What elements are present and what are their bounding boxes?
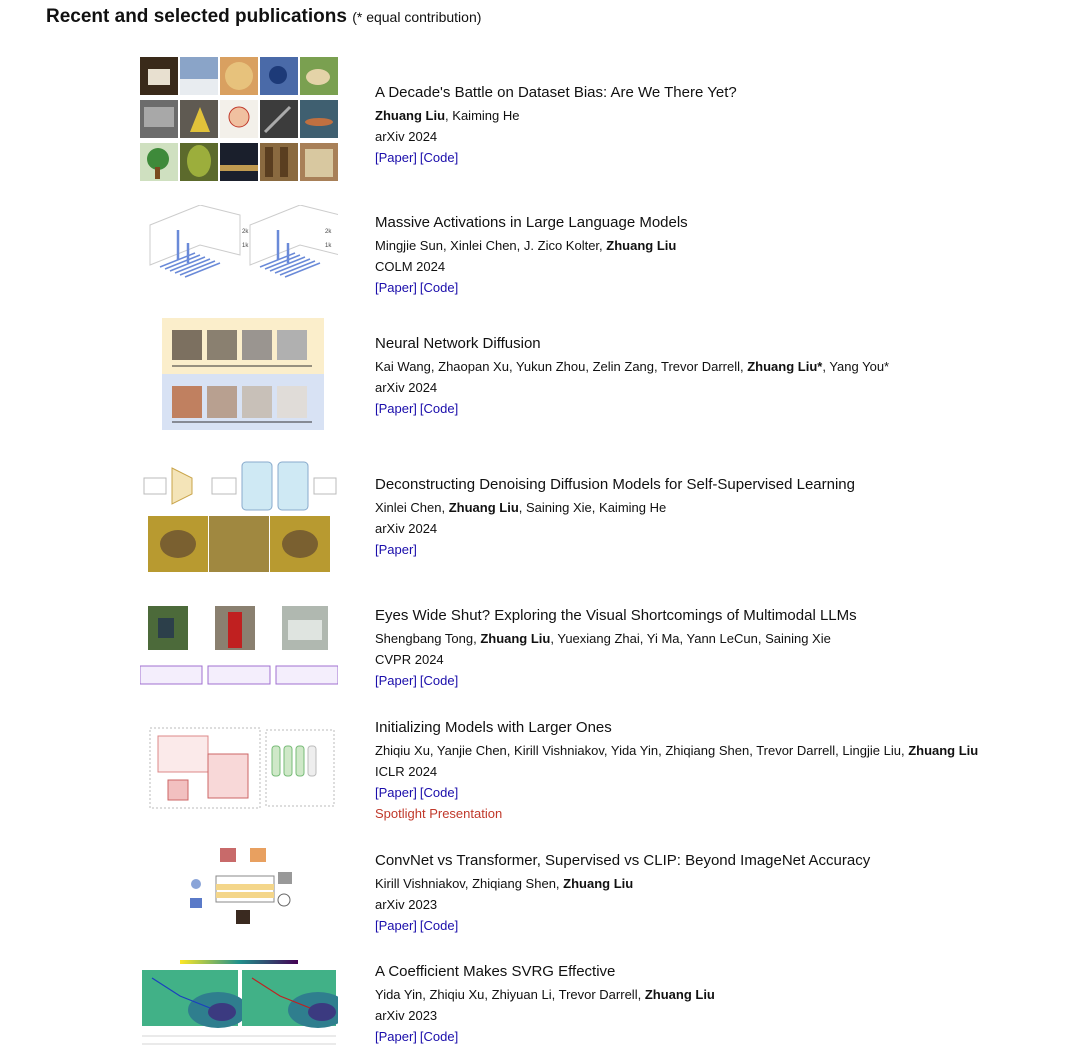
svg-text:1k: 1k (242, 243, 249, 249)
publication-venue: ICLR 2024 (375, 764, 438, 779)
author: Kai Wang (375, 359, 431, 374)
activation-plot-image (140, 205, 338, 295)
publication-authors: Kirill Vishniakov, Zhiqiang Shen, Zhuang Liu (375, 876, 634, 891)
publication-authors: Zhuang Liu, Kaiming He (375, 108, 520, 123)
author: Zhiqiang Shen (472, 876, 556, 891)
section-note: (* equal contribution) (352, 9, 482, 25)
paper-link[interactable]: [Paper] (375, 785, 417, 800)
publication-authors: Xinlei Chen, Zhuang Liu, Saining Xie, Kaiming He (375, 500, 667, 515)
code-link[interactable]: [Code] (419, 918, 459, 933)
author: Yukun Zhou (515, 359, 586, 374)
author: Zhuang Liu (480, 631, 551, 646)
publication-venue: COLM 2024 (375, 259, 446, 274)
author: Mingjie Sun (375, 238, 443, 253)
author: Yuexiang Zhai (557, 631, 640, 646)
svg-text:2k: 2k (242, 229, 249, 235)
paper-link[interactable]: [Paper] (375, 673, 417, 688)
publication-info (375, 963, 1075, 1047)
publication-thumbnail (148, 726, 338, 810)
publication-info (375, 335, 1075, 419)
publication-venue: arXiv 2023 (375, 897, 438, 912)
author: Trevor Darrell (661, 359, 740, 374)
award-label: Spotlight Presentation (375, 806, 503, 821)
svg-text:1k: 1k (325, 243, 332, 249)
svg-text:2k: 2k (325, 229, 332, 235)
paper-link[interactable]: [Paper] (375, 542, 417, 557)
author: Zhuang Liu (448, 500, 519, 515)
publication-venue: arXiv 2023 (375, 1008, 438, 1023)
section-title: Recent and selected publications (46, 6, 347, 27)
author: Zelin Zang (592, 359, 655, 374)
author: Kaiming He (452, 108, 520, 123)
publication-authors: Kai Wang, Zhaopan Xu, Yukun Zhou, Zelin Zang, Trevor Darrell, Zhuang Liu*, Yang You* (375, 359, 890, 374)
publication-venue: CVPR 2024 (375, 652, 444, 667)
author: Trevor Darrell (558, 987, 638, 1002)
publication-authors: Shengbang Tong, Zhuang Liu, Yuexiang Zhai, Yi Ma, Yann LeCun, Saining Xie (375, 631, 831, 646)
publication-title: A Coefficient Makes SVRG Effective (375, 963, 616, 980)
publication-info (375, 719, 1075, 824)
publication-links (375, 277, 1075, 298)
publication-links (375, 782, 1075, 803)
author: Zhuang Liu (375, 108, 446, 123)
author: Lingjie Liu (842, 743, 901, 758)
publication-title: Massive Activations in Large Language Models (375, 214, 688, 231)
section-heading (46, 6, 481, 28)
code-link[interactable]: [Code] (419, 785, 459, 800)
publication-authors: Yida Yin, Zhiqiu Xu, Zhiyuan Li, Trevor Darrell, Zhuang Liu (375, 987, 715, 1002)
author: Zhaopan Xu (438, 359, 509, 374)
publication-links (375, 915, 1075, 936)
publication-title: A Decade's Battle on Dataset Bias: Are We There Yet? (375, 84, 737, 101)
paper-link[interactable]: [Paper] (375, 918, 417, 933)
author: Trevor Darrell (756, 743, 836, 758)
publication-title: Neural Network Diffusion (375, 335, 541, 352)
publication-info (375, 607, 1075, 691)
publication-title: Initializing Models with Larger Ones (375, 719, 612, 736)
paper-link[interactable]: [Paper] (375, 401, 417, 416)
publication-links (375, 539, 1075, 560)
author: Saining Xie (765, 631, 831, 646)
publication-authors: Zhiqiu Xu, Yanjie Chen, Kirill Vishniakov, Yida Yin, Zhiqiang Shen, Trevor Darrell, Lingjie Liu, Zhuang Liu (375, 743, 979, 758)
author: Zhiqiu Xu (429, 987, 485, 1002)
publication-thumbnail (188, 846, 298, 930)
publication-thumbnail (140, 450, 338, 582)
publication-thumbnail (140, 958, 338, 1052)
author: Shengbang Tong (375, 631, 474, 646)
publication-links (375, 147, 1075, 168)
author: Xinlei Chen (450, 238, 517, 253)
author: Kirill Vishniakov (514, 743, 604, 758)
author: Zhuang Liu* (747, 359, 823, 374)
author: Yida Yin (610, 743, 659, 758)
svrg-contour-image (140, 958, 338, 1052)
publication-info (375, 214, 1075, 298)
publication-links (375, 1026, 1075, 1047)
publication-info (375, 476, 1075, 560)
publication-info (375, 852, 1075, 936)
author: Zhuang Liu (908, 743, 979, 758)
author: Zhiyuan Li (491, 987, 552, 1002)
publication-venue: arXiv 2024 (375, 521, 438, 536)
code-link[interactable]: [Code] (419, 280, 459, 295)
dataset-grid-image (140, 57, 338, 185)
paper-link[interactable]: [Paper] (375, 280, 417, 295)
paper-link[interactable]: [Paper] (375, 1029, 417, 1044)
code-link[interactable]: [Code] (419, 401, 459, 416)
publication-title: Eyes Wide Shut? Exploring the Visual Shortcomings of Multimodal LLMs (375, 607, 857, 624)
publication-venue: arXiv 2024 (375, 129, 438, 144)
author: Zhuang Liu (606, 238, 677, 253)
author: Kirill Vishniakov (375, 876, 465, 891)
author: Zhiqiu Xu (375, 743, 430, 758)
weight-selection-image (148, 726, 338, 810)
multimodal-examples-image (140, 604, 338, 686)
author: Yanjie Chen (436, 743, 507, 758)
diffusion-diagram-image (162, 318, 324, 430)
publication-thumbnail (140, 57, 338, 185)
author: Zhuang Liu (644, 987, 715, 1002)
author: J. Zico Kolter (523, 238, 600, 253)
publication-thumbnail (140, 205, 338, 333)
denoising-diagram-image (140, 450, 338, 582)
author: Yann LeCun (686, 631, 758, 646)
author: Zhiqiang Shen (665, 743, 750, 758)
author: Yi Ma (646, 631, 680, 646)
publication-info (375, 84, 1075, 168)
code-link[interactable]: [Code] (419, 673, 459, 688)
publication-title: ConvNet vs Transformer, Supervised vs CLIP: Beyond ImageNet Accuracy (375, 852, 871, 869)
author: Zhuang Liu (563, 876, 634, 891)
author: Kaiming He (599, 500, 667, 515)
author: Yida Yin (375, 987, 423, 1002)
beyond-imagenet-diagram-image (188, 846, 298, 930)
publication-thumbnail (140, 604, 338, 686)
author: Yang You* (829, 359, 890, 374)
code-link[interactable]: [Code] (419, 150, 459, 165)
author: Saining Xie (526, 500, 592, 515)
publication-thumbnail (162, 318, 324, 430)
publication-links (375, 398, 1075, 419)
code-link[interactable]: [Code] (419, 1029, 459, 1044)
publication-authors: Mingjie Sun, Xinlei Chen, J. Zico Kolter, Zhuang Liu (375, 238, 677, 253)
publication-links (375, 670, 1075, 691)
paper-link[interactable]: [Paper] (375, 150, 417, 165)
publication-venue: arXiv 2024 (375, 380, 438, 395)
author: Xinlei Chen (375, 500, 442, 515)
publication-title: Deconstructing Denoising Diffusion Models for Self-Supervised Learning (375, 476, 855, 493)
